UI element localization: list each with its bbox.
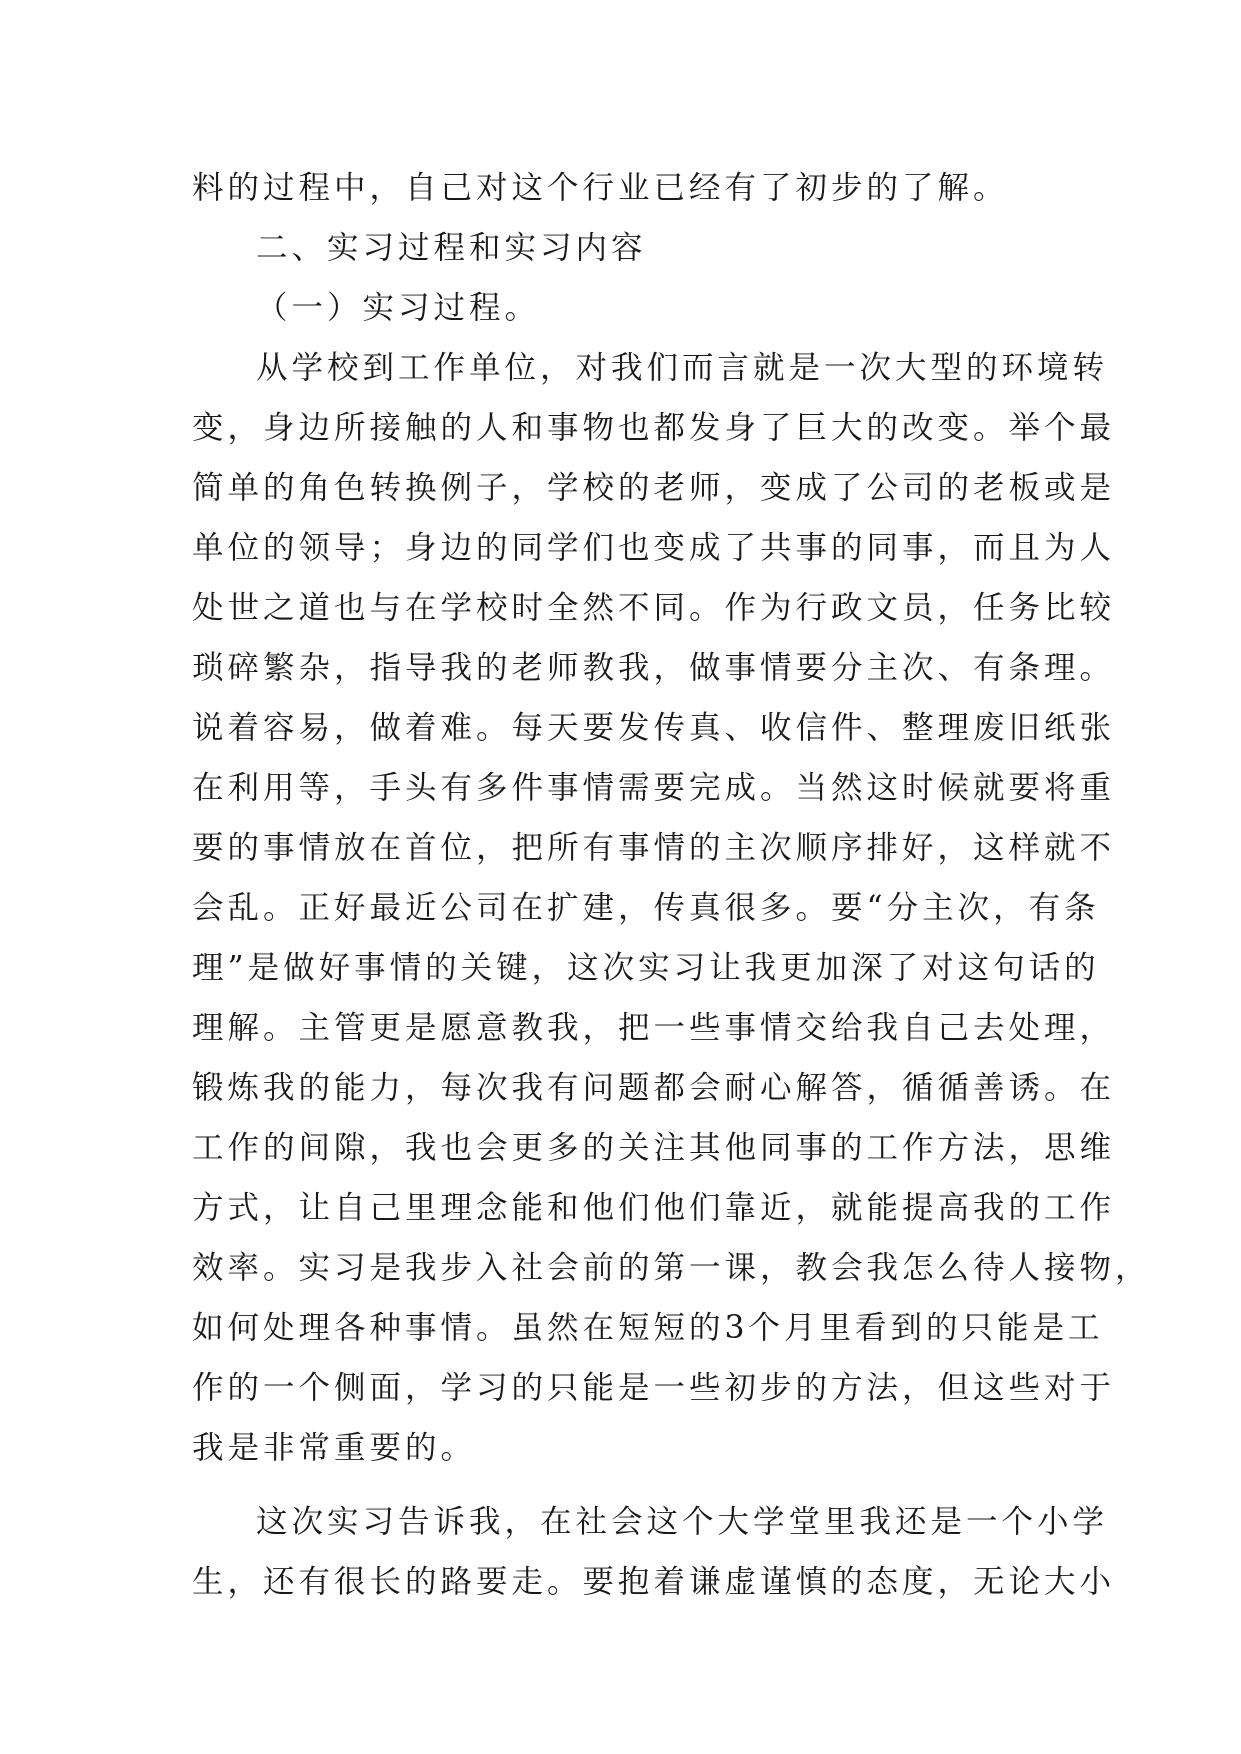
- paragraph-line: 我是非常重要的。: [192, 1430, 477, 1466]
- paragraph-line: 锻炼我的能力，每次我有问题都会耐心解答，循循善诱。在: [192, 1070, 1116, 1106]
- paragraph-line: 从学校到工作单位，对我们而言就是一次大型的环境转: [256, 350, 1109, 386]
- paragraph-line: 处世之道也与在学校时全然不同。作为行政文员，任务比较: [192, 590, 1116, 626]
- paragraph-spacer: [192, 1478, 1072, 1492]
- subsection-heading: （一）实习过程。: [256, 290, 541, 326]
- section-heading: 二、实习过程和实习内容: [256, 230, 647, 266]
- document-body: [192, 158, 1151, 1612]
- paragraph-line: 这次实习告诉我，在社会这个大学堂里我还是一个小学: [256, 1504, 1109, 1540]
- paragraph-line: 理解。主管更是愿意教我，把一些事情交给我自己去处理，: [192, 1010, 1116, 1046]
- paragraph-line: 方式，让自己里理念能和他们他们靠近，就能提高我的工作: [192, 1190, 1116, 1226]
- paragraph-line: 简单的角色转换例子，学校的老师，变成了公司的老板或是: [192, 470, 1116, 506]
- paragraph-line: 会乱。正好最近公司在扩建，传真很多。要“分主次，有条: [192, 890, 1100, 926]
- paragraph-line: 变，身边所接触的人和事物也都发身了巨大的改变。举个最: [192, 410, 1116, 446]
- paragraph-line: 单位的领导；身边的同学们也变成了共事的同事，而且为人: [192, 530, 1116, 566]
- paragraph-line: 理”是做好事情的关键，这次实习让我更加深了对这句话的: [192, 950, 1100, 986]
- paragraph-line: 琐碎繁杂，指导我的老师教我，做事情要分主次、有条理。: [192, 650, 1116, 686]
- paragraph-line: 工作的间隙，我也会更多的关注其他同事的工作方法，思维: [192, 1130, 1116, 1166]
- paragraph-line: 料的过程中，自己对这个行业已经有了初步的了解。: [192, 170, 1009, 206]
- paragraph-line: 作的一个侧面，学习的只能是一些初步的方法，但这些对于: [192, 1370, 1116, 1406]
- paragraph-line: 效率。实习是我步入社会前的第一课，教会我怎么待人接物，: [192, 1250, 1151, 1286]
- paragraph-line: 说着容易，做着难。每天要发传真、收信件、整理废旧纸张: [192, 710, 1116, 746]
- paragraph-line: 要的事情放在首位，把所有事情的主次顺序排好，这样就不: [192, 830, 1116, 866]
- paragraph-line: 生，还有很长的路要走。要抱着谦虚谨慎的态度，无论大小: [192, 1564, 1116, 1600]
- paragraph-line: 如何处理各种事情。虽然在短短的3个月里看到的只能是工: [192, 1310, 1104, 1346]
- paragraph-line: 在利用等，手头有多件事情需要完成。当然这时候就要将重: [192, 770, 1116, 806]
